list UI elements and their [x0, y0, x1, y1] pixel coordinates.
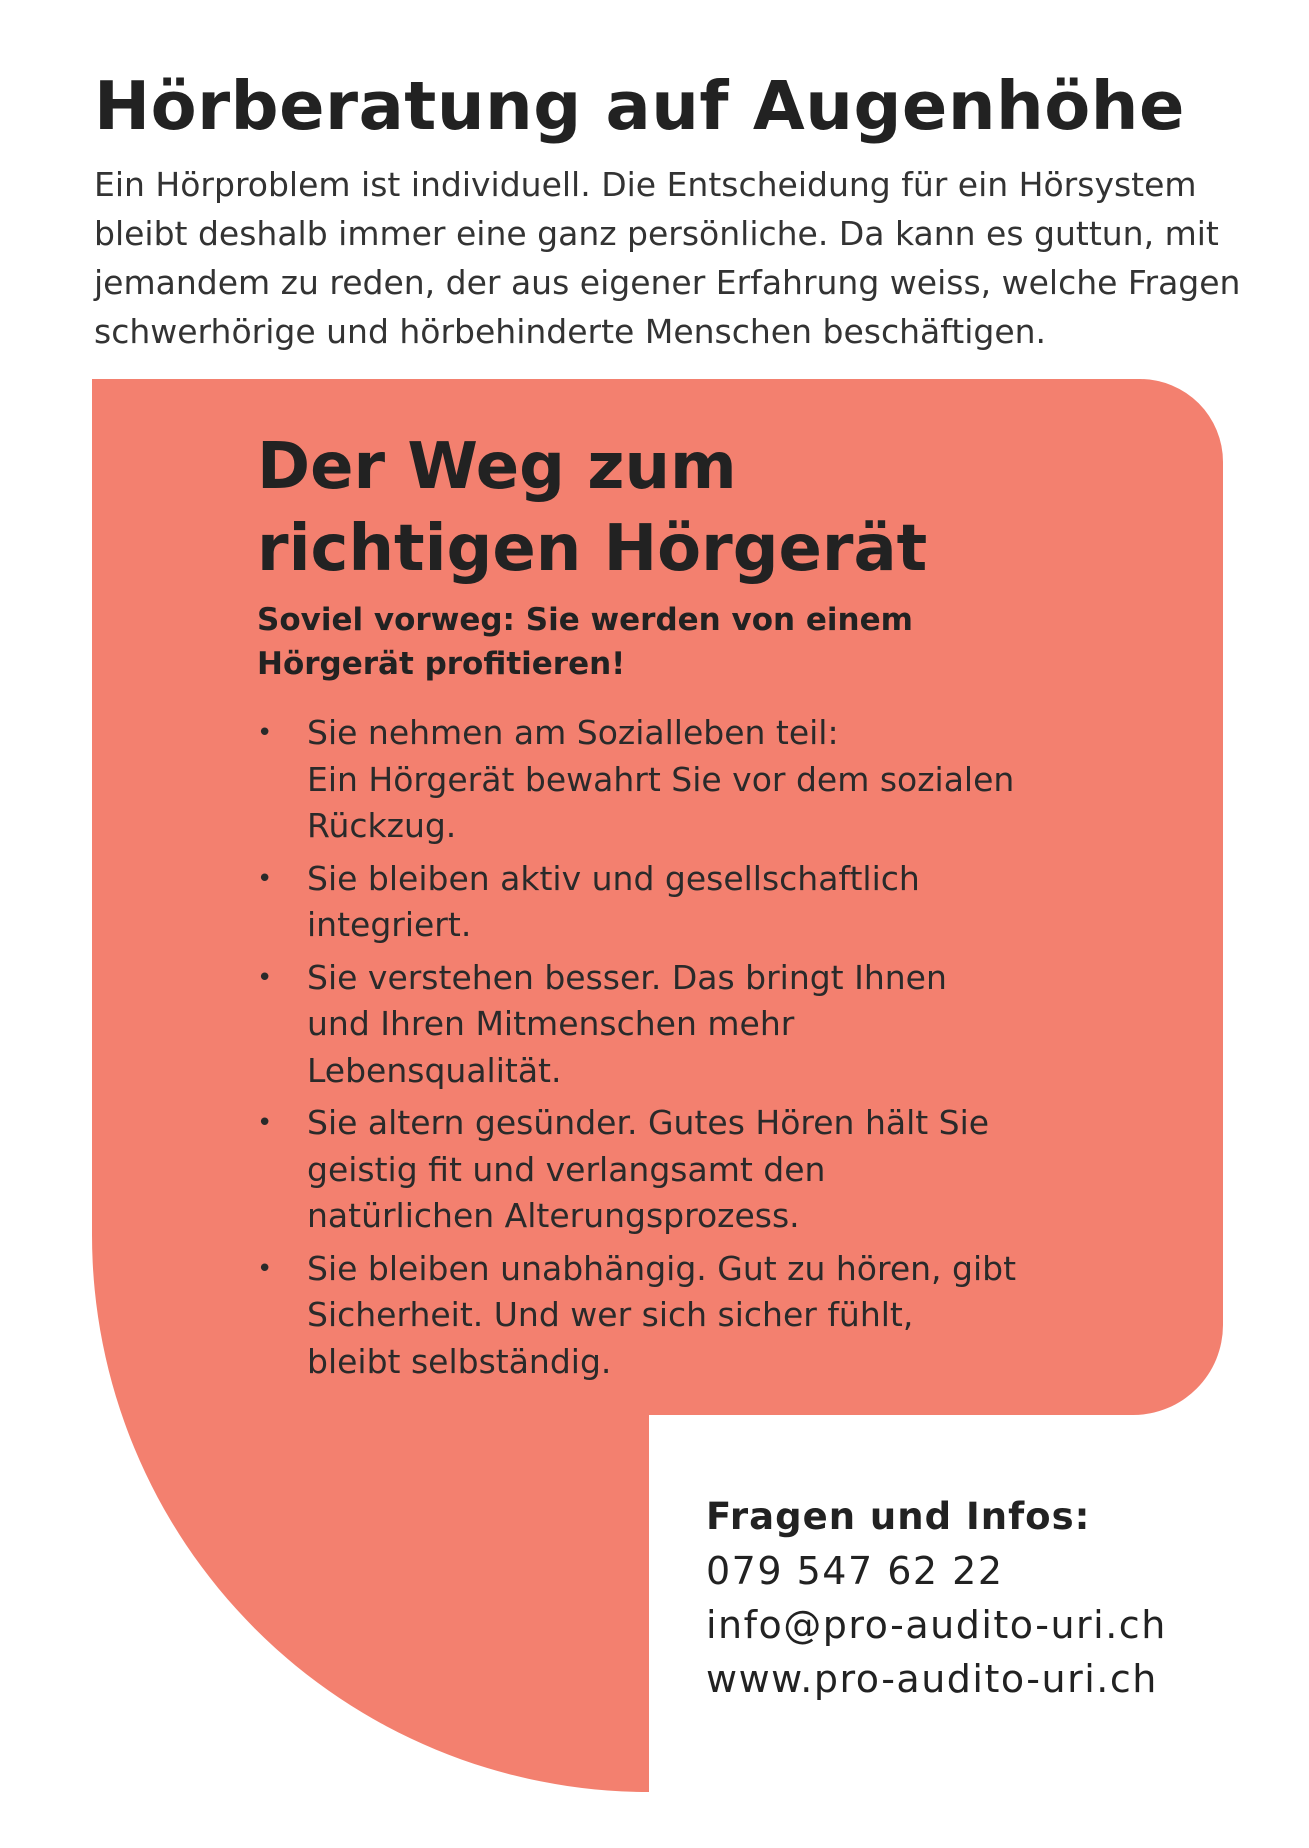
benefit-text: Sie nehmen am Sozialleben teil: Ein Hörgerät bewahrt Sie vor dem sozialen Rückzug. [307, 713, 1015, 845]
contact-heading: Fragen und Infos: [706, 1495, 1091, 1538]
benefit-text: Sie altern gesünder. Gutes Hören hält Sie geistig fit und verlangsamt den natürlichen Alterungsprozess. [307, 1103, 990, 1235]
benefit-item [257, 955, 1017, 1095]
benefit-item [257, 1100, 1017, 1240]
contact-email[interactable]: info@pro-audito-uri.ch [706, 1603, 1167, 1647]
benefit-text: Sie verstehen besser. Das bringt Ihnen und Ihren Mitmenschen mehr Lebensqualität. [307, 957, 947, 1090]
page-title: Hörberatung auf Augenhöhe [94, 67, 1185, 145]
contact-block [706, 1490, 1286, 1706]
benefit-item [257, 1246, 1017, 1386]
bullet-icon: • [257, 962, 273, 993]
benefit-item [257, 856, 1017, 949]
bullet-icon: • [257, 718, 273, 748]
bullet-icon: • [257, 1108, 273, 1138]
card-subtitle: Soviel vorweg: Sie werden von einem Hörgerät profitieren! [257, 602, 913, 682]
benefit-text: Sie bleiben unabhängig. Gut zu hören, gibt Sicherheit. Und wer sich sicher fühlt, bleibt selbständig. [307, 1248, 1017, 1381]
card-title: Der Weg zum richtigen Hörgerät [257, 430, 928, 586]
benefit-list [257, 710, 1017, 1391]
contact-phone[interactable]: 079 547 62 22 [706, 1549, 1004, 1593]
benefit-item [257, 710, 1017, 850]
bullet-icon: • [257, 1253, 273, 1284]
contact-website[interactable]: www.pro-audito-uri.ch [706, 1657, 1158, 1701]
intro-paragraph: Ein Hörproblem ist individuell. Die Entscheidung für ein Hörsystem bleibt deshalb immer eine ganz persönliche. Da kann es guttun, mit jemandem zu reden, der aus eigener Erfahrung weiss, welche Fragen schwerhörige und hörbehinderte Menschen beschäftigen. [94, 165, 1241, 351]
bullet-icon: • [257, 863, 273, 894]
benefit-text: Sie bleiben aktiv und gesellschaftlich integriert. [307, 858, 920, 944]
